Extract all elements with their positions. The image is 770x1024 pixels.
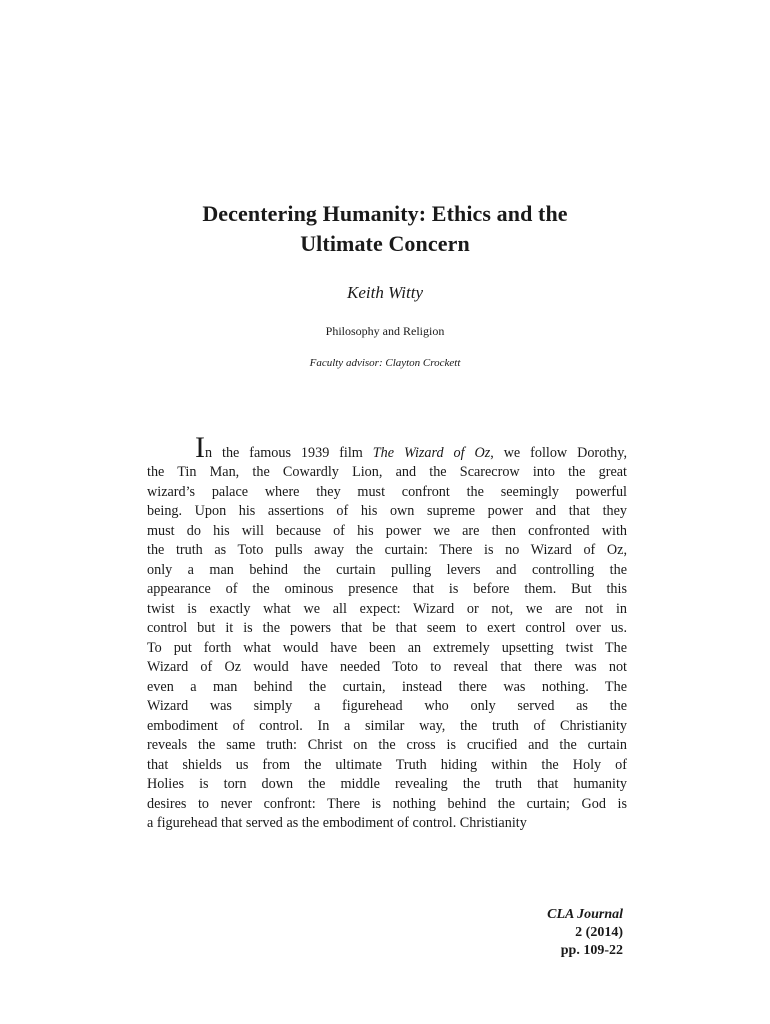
body-line: twist is exactly what we all expect: Wizard or not, we are not in xyxy=(147,600,627,617)
body-line: only a man behind the curtain pulling levers and controlling the xyxy=(147,561,627,578)
body-first-line xyxy=(147,433,627,463)
faculty-advisor: Faculty advisor: Clayton Crockett xyxy=(309,357,461,369)
body-line: the Tin Man, the Cowardly Lion, and the Scarecrow into the great xyxy=(147,464,627,480)
first-line-text-end: , we follow Dorothy, xyxy=(490,445,627,461)
body-paragraph xyxy=(147,433,627,834)
journal-citation xyxy=(547,906,623,960)
body-line: embodiment of control. In a similar way, the truth of Christianity xyxy=(147,717,627,734)
body-line: even a man behind the curtain, instead there was nothing. The xyxy=(147,678,627,695)
body-line: Wizard of Oz would have needed Toto to reveal that there was not xyxy=(147,659,627,675)
first-line-text: n the famous 1939 film xyxy=(205,445,373,461)
body-line: must do his will because of his power we are then confronted with xyxy=(147,522,627,539)
body-line: a figurehead that served as the embodiment of control. Christianity xyxy=(147,815,527,831)
journal-pages: pp. 109-22 xyxy=(560,943,623,958)
body-line: being. Upon his assertions of his own supreme power and that they xyxy=(147,503,627,519)
film-title: The Wizard of Oz xyxy=(372,445,491,461)
body-line: desires to never confront: There is nothing behind the curtain; God is xyxy=(147,795,627,812)
body-line: reveals the same truth: Christ on the cross is crucified and the curtain xyxy=(147,737,627,753)
article-title xyxy=(0,199,770,259)
author-name: Keith Witty xyxy=(346,283,424,302)
title-line-1: Decentering Humanity: Ethics and the xyxy=(202,201,568,226)
journal-volume: 2 (2014) xyxy=(575,925,623,940)
body-line: the truth as Toto pulls away the curtain: There is no Wizard of Oz, xyxy=(147,542,627,558)
department: Philosophy and Religion xyxy=(325,324,445,338)
body-line: wizard’s palace where they must confront the seemingly powerful xyxy=(147,483,627,500)
body-line: appearance of the ominous presence that is before them. But this xyxy=(147,581,627,597)
drop-cap: I xyxy=(195,431,205,464)
body-line: control but it is the powers that be that seem to exert control over us. xyxy=(147,620,627,636)
title-line-2: Ultimate Concern xyxy=(300,231,470,256)
body-line: Wizard was simply a figurehead who only served as the xyxy=(147,698,627,714)
body-line: To put forth what would have been an extremely upsetting twist The xyxy=(147,639,627,656)
body-line: Holies is torn down the middle revealing the truth that humanity xyxy=(147,776,627,792)
body-line: that shields us from the ultimate Truth hiding within the Holy of xyxy=(147,756,627,773)
journal-name: CLA Journal xyxy=(547,907,623,922)
